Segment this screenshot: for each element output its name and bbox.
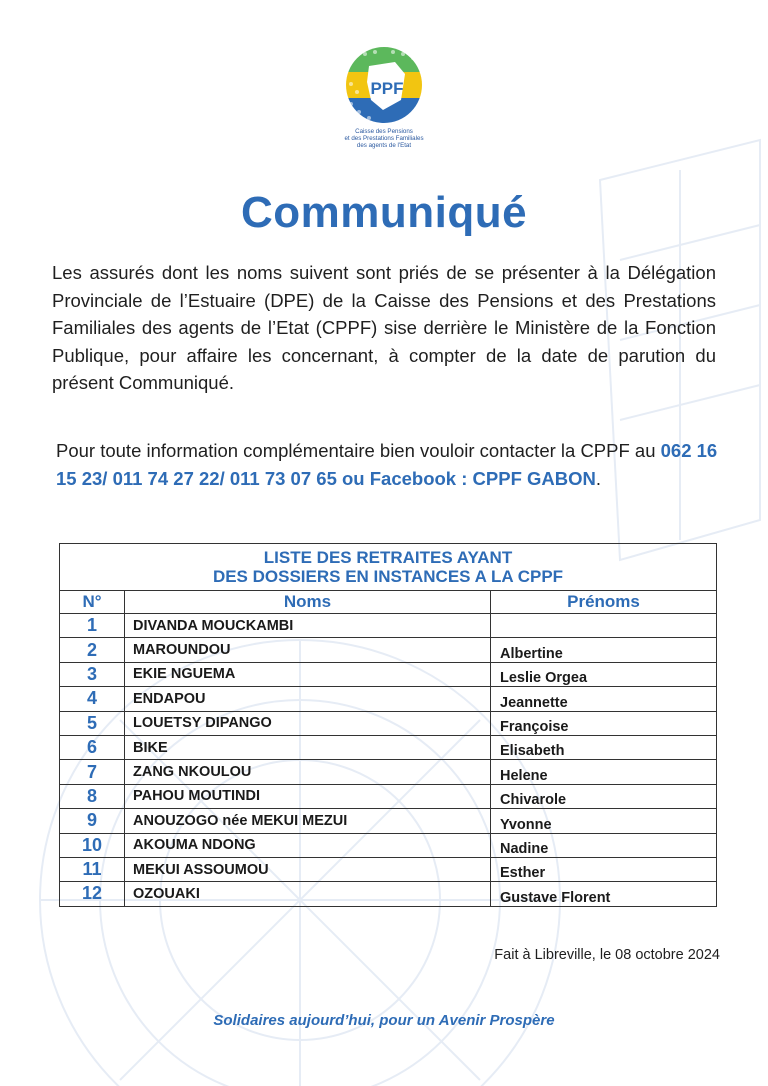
logo-caption bbox=[334, 128, 434, 149]
cppf-logo bbox=[334, 44, 434, 160]
row-num: 12 bbox=[60, 882, 125, 906]
row-nom: ZANG NKOULOU bbox=[125, 760, 491, 784]
row-prenom: Helene bbox=[491, 760, 717, 784]
column-header-noms: Noms bbox=[125, 591, 491, 614]
row-nom: EKIE NGUEMA bbox=[125, 662, 491, 686]
row-num: 3 bbox=[60, 662, 125, 686]
table-row bbox=[60, 614, 717, 638]
contact-numbers: 062 16 15 23/ 011 74 27 22/ 011 73 07 65 ou Facebook : CPPF GABON bbox=[56, 440, 718, 489]
row-prenom: Yvonne bbox=[491, 809, 717, 833]
row-num: 8 bbox=[60, 784, 125, 808]
row-nom: BIKE bbox=[125, 735, 491, 759]
row-prenom: Elisabeth bbox=[491, 735, 717, 759]
signature-line: Fait à Libreville, le 08 octobre 2024 bbox=[494, 947, 720, 963]
logo-caption-line: Caisse des Pensions bbox=[355, 128, 413, 135]
row-nom: OZOUAKI bbox=[125, 882, 491, 906]
row-num: 5 bbox=[60, 711, 125, 735]
row-num: 1 bbox=[60, 614, 125, 638]
row-nom: MAROUNDOU bbox=[125, 638, 491, 662]
ppf-globe-icon bbox=[343, 44, 425, 126]
row-prenom: Gustave Florent bbox=[491, 882, 717, 906]
row-nom: DIVANDA MOUCKAMBI bbox=[125, 614, 491, 638]
row-nom: AKOUMA NDONG bbox=[125, 833, 491, 857]
row-num: 10 bbox=[60, 833, 125, 857]
table-title-line: DES DOSSIERS EN INSTANCES A LA CPPF bbox=[212, 567, 564, 586]
table-row bbox=[60, 784, 717, 808]
row-prenom: Chivarole bbox=[491, 784, 717, 808]
contact-end: . bbox=[595, 467, 602, 489]
row-num: 7 bbox=[60, 760, 125, 784]
logo-caption-line: des agents de l'Etat bbox=[356, 142, 412, 149]
retirees-table bbox=[59, 543, 717, 907]
row-prenom: Albertine bbox=[491, 638, 717, 662]
table-row bbox=[60, 760, 717, 784]
table-row bbox=[60, 638, 717, 662]
row-prenom: Leslie Orgea bbox=[491, 662, 717, 686]
row-num: 9 bbox=[60, 809, 125, 833]
column-header-prenoms: Prénoms bbox=[491, 591, 717, 614]
table-row bbox=[60, 857, 717, 881]
row-nom: MEKUI ASSOUMOU bbox=[125, 857, 491, 881]
logo-acronym: PPF bbox=[370, 79, 404, 98]
row-num: 4 bbox=[60, 687, 125, 711]
row-prenom: Nadine bbox=[491, 833, 717, 857]
table-title-line: LISTE DES RETRAITES AYANT bbox=[263, 548, 513, 567]
row-prenom: Françoise bbox=[491, 711, 717, 735]
table-row bbox=[60, 809, 717, 833]
table-row bbox=[60, 882, 717, 906]
row-nom: PAHOU MOUTINDI bbox=[125, 784, 491, 808]
row-num: 2 bbox=[60, 638, 125, 662]
row-num: 11 bbox=[60, 857, 125, 881]
page-title: Communiqué bbox=[240, 188, 528, 237]
row-prenom bbox=[491, 614, 717, 638]
table-title bbox=[60, 544, 717, 591]
table-row bbox=[60, 735, 717, 759]
row-nom: LOUETSY DIPANGO bbox=[125, 711, 491, 735]
row-prenom: Esther bbox=[491, 857, 717, 881]
table-row bbox=[60, 833, 717, 857]
contact-paragraph bbox=[56, 437, 720, 492]
column-header-num: N° bbox=[60, 591, 125, 614]
contact-intro: Pour toute information complémentaire bien vouloir contacter la CPPF au bbox=[56, 440, 661, 461]
table-row bbox=[60, 711, 717, 735]
table-row bbox=[60, 687, 717, 711]
slogan: Solidaires aujourd’hui, pour un Avenir Prospère bbox=[213, 1012, 555, 1029]
communique-body: Les assurés dont les noms suivent sont priés de se présenter à la Délégation Provinciale de l’Estuaire (DPE) de la Caisse des Pensions et des Prestations Familiales des agents de l’Etat (CPPF) sise derrière le Ministère de la Fonction Publique, pour affaire les concernant, à compter de la date de parution du présent Communiqué. bbox=[52, 262, 716, 393]
row-nom: ENDAPOU bbox=[125, 687, 491, 711]
row-num: 6 bbox=[60, 735, 125, 759]
row-prenom: Jeannette bbox=[491, 687, 717, 711]
row-nom: ANOUZOGO née MEKUI MEZUI bbox=[125, 809, 491, 833]
table-row bbox=[60, 662, 717, 686]
logo-caption-line: et des Prestations Familiales bbox=[344, 135, 424, 142]
